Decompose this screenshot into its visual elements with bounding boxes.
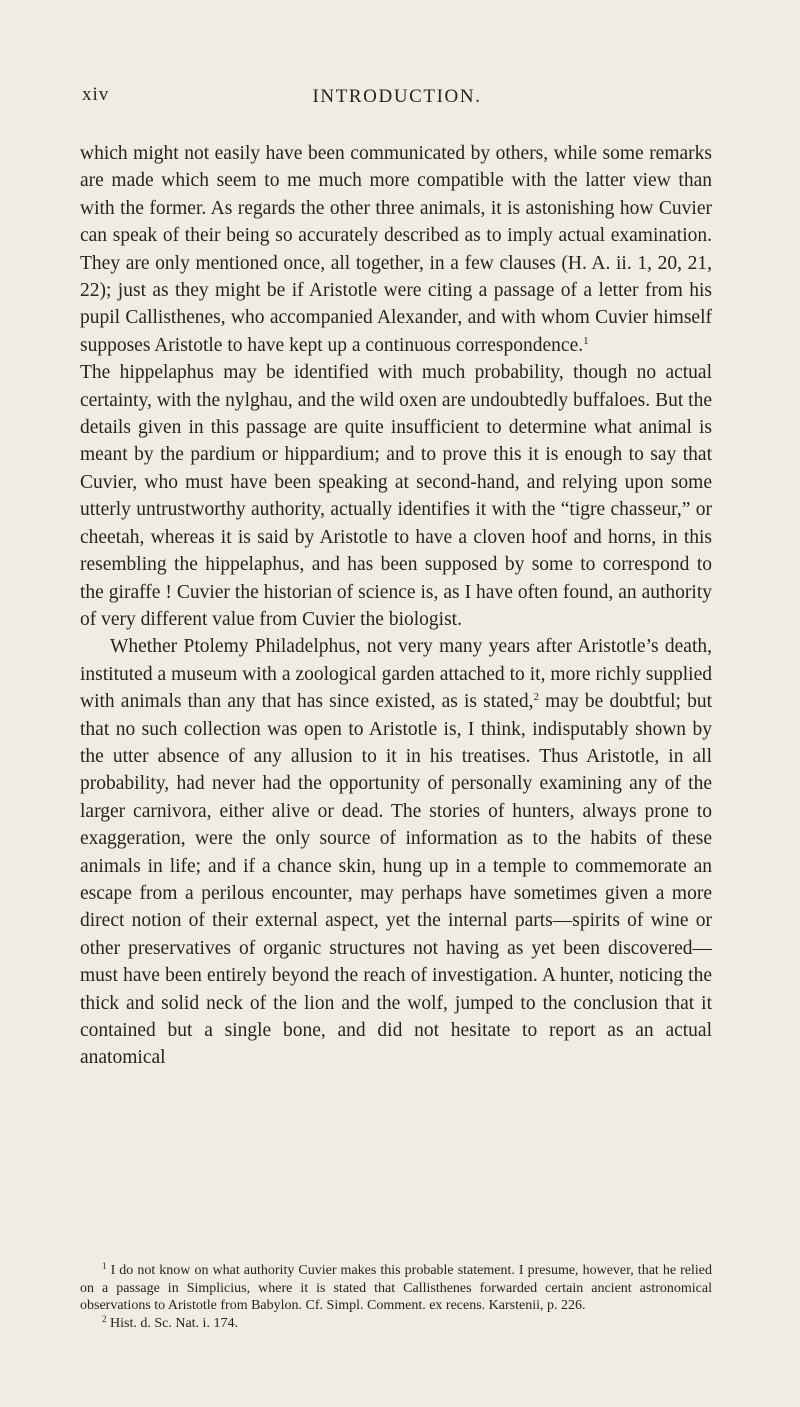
footnote xyxy=(80,1315,712,1333)
paragraph-text: Whether Ptolemy Philadelphus, not very many years after Aristotle’s death, instituted a museum with a zoological garden attached to it, more richly supplied with animals than any that has since existed, as is stated, xyxy=(80,636,712,713)
footnote-marker: 1 xyxy=(102,1261,107,1271)
paragraph xyxy=(80,633,712,1072)
footnote-text: I do not know on what authority Cuvier makes this probable statement. I presume, however, that he relied on a passage in Simplicius, where it is stated that Callisthenes forwarded certain ancient astronomical observations to Aristotle from Babylon. Cf. Simpl. Comment. ex recens. Karstenii, p. 226. xyxy=(80,1263,713,1313)
paragraph-text: may be doubtful; but that no such collection was open to Aristotle is, I think, indisputably shown by the utter absence of any allusion to it in his treatises. Thus Aristotle, in all probability, had never had the opportunity of personally examining any of the larger carnivora, either alive or dead. The stories of hunters, always prone to exaggeration, were the only source of information as to the habits of these animals in life; and if a chance skin, hung up in a temple to commemorate an escape from a perilous encounter, may perhaps have sometimes given a more direct notion of their external aspect, yet the internal parts—spirits of wine or other preservatives of organic structures not having as yet been discovered—must have been entirely beyond the reach of investigation. A hunter, noticing the thick and solid neck of the lion and the wolf, jumped to the conclusion that it contained but a single bone, and did not hesitate to report as an actual anatomical xyxy=(80,691,712,1069)
footnote xyxy=(80,1262,712,1315)
footnote-text: Hist. d. Sc. Nat. i. 174. xyxy=(110,1315,238,1331)
page-header xyxy=(82,84,712,114)
footnote-reference: 1 xyxy=(583,334,589,347)
footnote-marker: 2 xyxy=(102,1313,107,1324)
footnotes xyxy=(80,1262,712,1332)
paragraph-text: which might not easily have been communicated by others, while some remarks are made which seem to me much more compatible with the latter view than with the former. As regards the other three animals, it is astonishing how Cuvier can speak of their being so accurately described as to imply actual examination. They are only mentioned once, all together, in a few clauses (H. A. ii. 1, 20, 21, 22); just as they might be if Aristotle were citing a passage of a letter from his pupil Callisthenes, who accompanied Alexander, and with whom Cuvier himself supposes Aristotle to have kept up a continuous correspondence. xyxy=(80,143,712,356)
footnote-reference: 2 xyxy=(533,691,540,704)
body-text xyxy=(80,140,712,1072)
paragraph-text: The hippelaphus may be identified with much probability, though no actual certainty, with the nylghau, and the wild oxen are undoubtedly buffaloes. But the details given in this passage are quite insufficient to determine what animal is meant by the pardium or hippardium; and to prove this it is enough to say that Cuvier, who must have been speaking at second-hand, and relying upon some utterly untrustworthy authority, actually identifies it with the “tigre chasseur,” or cheetah, whereas it is said by Aristotle to have a cloven hoof and horns, in this resembling the hippelaphus, and has been supposed by some to correspond to the giraffe ! Cuvier the historian of science is, as I have often found, an authority of very different value from Cuvier the biologist. xyxy=(80,362,712,630)
running-head: INTRODUCTION. xyxy=(312,86,482,107)
page-number: xiv xyxy=(82,84,110,105)
paragraph xyxy=(80,140,712,633)
